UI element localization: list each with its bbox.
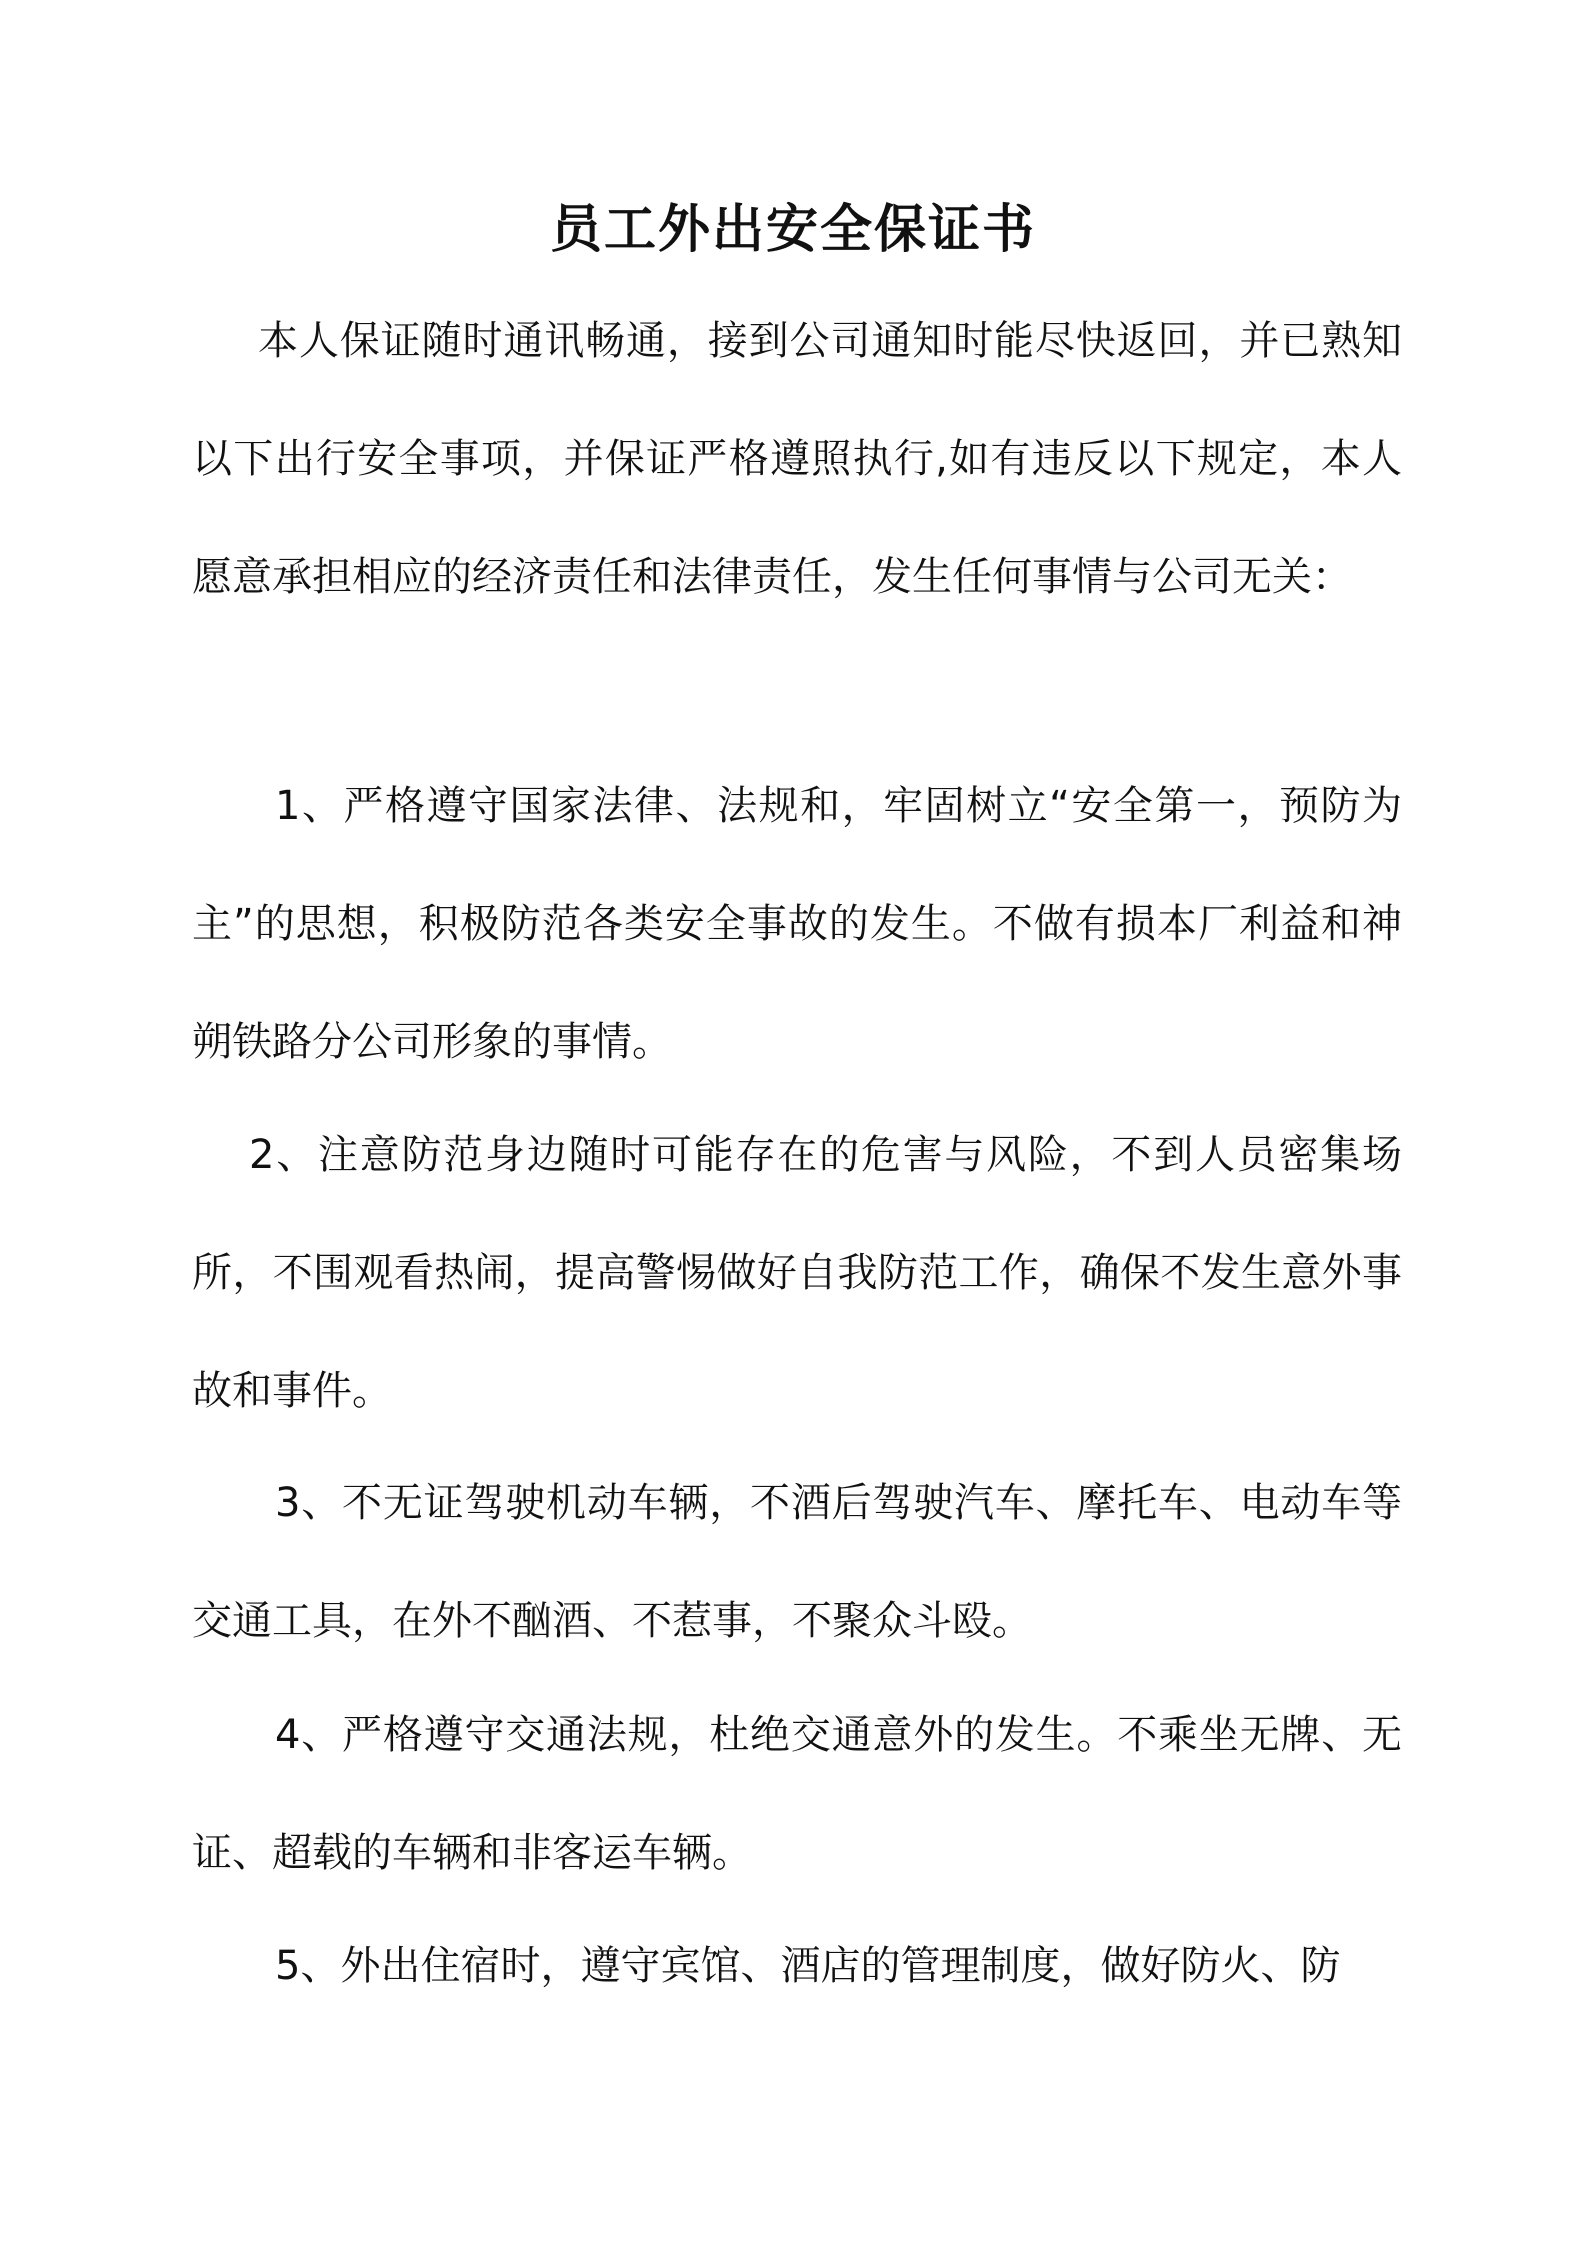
intro-paragraph: 本人保证随时通讯畅通，接到公司通知时能尽快返回，并已熟知以下出行安全事项，并保证严格遵照执行,如有违反以下规定，本人愿意承担相应的经济责任和法律责任，发生任何事情与公司无关： (192, 318, 1402, 600)
list-item-1: 1、严格遵守国家法律、法规和，牢固树立“安全第一，预防为主”的思想，积极防范各类安全事故的发生。不做有损本厂利益和神朔铁路分公司形象的事情。 (192, 783, 1402, 1065)
list-item-3: 3、不无证驾驶机动车辆，不酒后驾驶汽车、摩托车、电动车等交通工具，在外不酗酒、不惹事，不聚众斗殴。 (192, 1480, 1402, 1644)
list-item-5: 5、外出住宿时，遵守宾馆、酒店的管理制度，做好防火、防 (275, 1943, 1341, 1989)
list-item-4: 4、严格遵守交通法规，杜绝交通意外的发生。不乘坐无牌、无证、超载的车辆和非客运车辆。 (192, 1712, 1402, 1876)
document-title: 员工外出安全保证书 (549, 200, 1036, 260)
list-item-2: 2、注意防范身边随时可能存在的危害与风险，不到人员密集场所，不围观看热闹，提高警惕做好自我防范工作，确保不发生意外事故和事件。 (192, 1132, 1402, 1414)
